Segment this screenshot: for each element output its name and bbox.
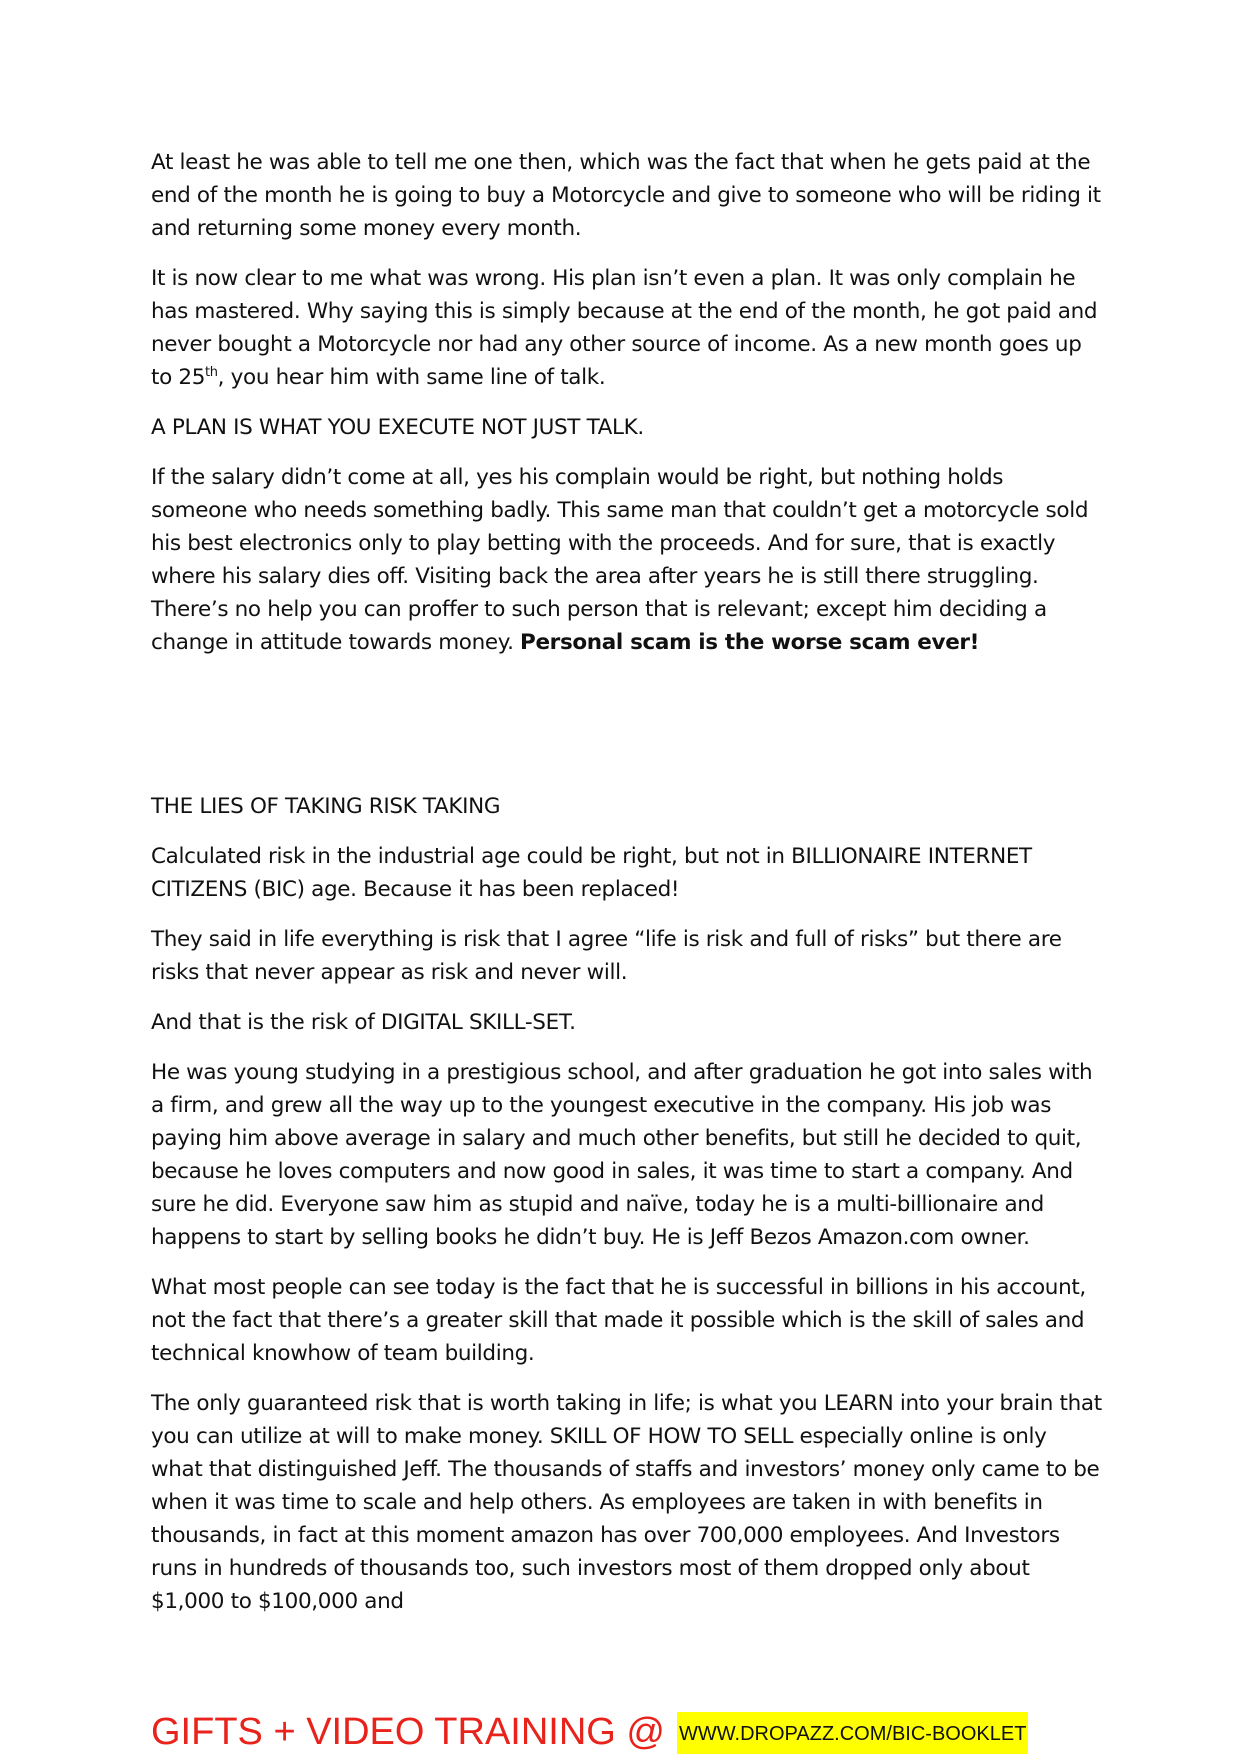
paragraph-2-text: It is now clear to me what was wrong. His plan isn’t even a plan. It was only complain he has mastered. Why saying this is simply because at the end of the month, he got paid and never bought a Motorcycle nor had any other source of income. As a new month goes up to 25 [151,266,1098,390]
footer-banner [151,1706,1028,1754]
paragraph-10: The only guaranteed risk that is worth taking in life; is what you LEARN into your brain that you can utilize at will to make money. SKILL OF HOW TO SELL especially online is only what that distinguished Jeff. The thousands of staffs and investors’ money only came to be when it was time to scale and help others. As employees are taken in with benefits in thousands, in fact at this moment amazon has over 700,000 employees. And Investors runs in hundreds of thousands too, such investors most of them dropped only about $1,000 to $100,000 and [151,1391,1102,1614]
section-spacer [151,676,1103,790]
page-body [151,146,1103,1635]
paragraph-6: They said in life everything is risk that I agree “life is risk and full of risks” but there are risks that never appear as risk and never will. [151,927,1062,985]
paragraph-4-text: If the salary didn’t come at all, yes his complain would be right, but nothing holds someone who needs something badly. This same man that couldn’t get a motorcycle sold his best electronics only to play betting with the proceeds. And for sure, that is exactly where his salary dies off. Visiting back the area after years he is still there struggling. There’s no help you can proffer to such person that is relevant; except him deciding a change in attitude towards money. [151,465,1089,655]
paragraph-8: He was young studying in a prestigious school, and after graduation he got into sales with a firm, and grew all the way up to the youngest executive in the company. His job was paying him above average in salary and much other benefits, but still he decided to quit, because he loves computers and now good in sales, it was time to start a company. And sure he did. Everyone saw him as stupid and naïve, today he is a multi-billionaire and happens to start by selling books he didn’t buy. He is Jeff Bezos Amazon.com owner. [151,1060,1093,1250]
ordinal-suffix: th [205,364,218,380]
paragraph-2 [151,262,1103,394]
footer-label: GIFTS + VIDEO TRAINING @ [151,1711,666,1753]
paragraph-1: At least he was able to tell me one then, which was the fact that when he gets paid at the end of the month he is going to buy a Motorcycle and give to someone who will be riding it and returning some money every month. [151,150,1101,241]
paragraph-4 [151,461,1103,659]
paragraph-4-bold: Personal scam is the worse scam ever! [520,630,980,655]
section-heading: THE LIES OF TAKING RISK TAKING [151,794,501,819]
paragraph-2-text-end: , you hear him with same line of talk. [217,365,606,390]
footer-link[interactable]: WWW.DROPAZZ.COM/BIC-BOOKLET [677,1712,1028,1754]
paragraph-7: And that is the risk of DIGITAL SKILL-SET. [151,1010,576,1035]
paragraph-5: Calculated risk in the industrial age could be right, but not in BILLIONAIRE INTERNET CITIZENS (BIC) age. Because it has been replaced! [151,844,1032,902]
paragraph-9: What most people can see today is the fact that he is successful in billions in his account, not the fact that there’s a greater skill that made it possible which is the skill of sales and technical knowhow of team building. [151,1275,1086,1366]
paragraph-3: A PLAN IS WHAT YOU EXECUTE NOT JUST TALK. [151,415,644,440]
